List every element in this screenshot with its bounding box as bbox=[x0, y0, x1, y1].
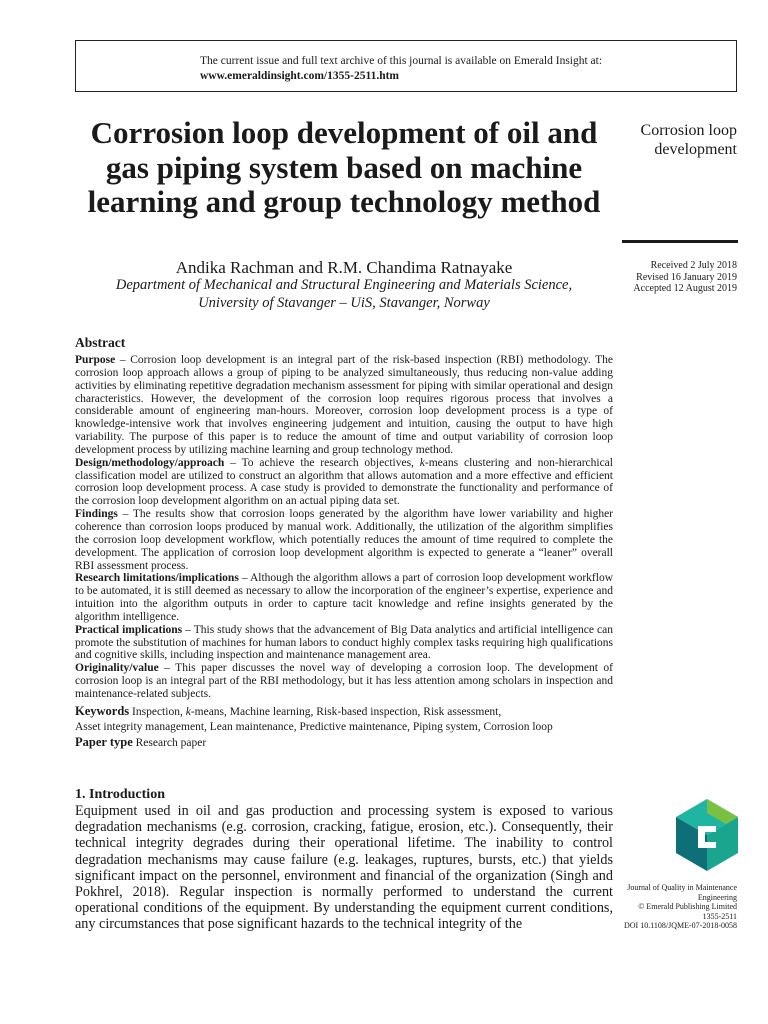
paper-type bbox=[75, 735, 613, 751]
journal-name: Journal of Quality in Maintenance bbox=[627, 883, 737, 892]
keywords-k-italic: k bbox=[185, 705, 191, 718]
limitations-label: Research limitations/implications bbox=[75, 572, 239, 585]
originality-text: – This paper discusses the novel way of developing a corrosion loop. The development of corrosion loop is an integral part of the RBI methodology, but it has less attention among scholars in inspection and maintenance-related subjects. bbox=[75, 662, 613, 700]
revised-date: Revised 16 January 2019 bbox=[636, 271, 737, 283]
affiliation-line: University of Stavanger – UiS, Stavanger, Norway bbox=[198, 294, 490, 311]
purpose-label: Purpose bbox=[75, 354, 116, 366]
limitations-text: – Although the algorithm allows a part of corrosion loop development workflow to be automated, it is still deemed as necessary to allow the incorporation of the engineer’s expertise, experience and intuition into the algorithm outputs in order to capture tacit knowledge and refine insights generated by the algorithm intelligence. bbox=[75, 572, 614, 623]
running-head-rule bbox=[622, 240, 738, 243]
running-head: Corrosion loop development bbox=[640, 122, 737, 158]
publisher: © Emerald Publishing Limited bbox=[638, 902, 737, 911]
abstract-heading: Abstract bbox=[75, 335, 126, 350]
introduction-body: Equipment used in oil and gas production and processing system is exposed to various degradation mechanisms (e.g. corrosion, cracking, fatigue, erosion, etc.). Consequently, their technical integrity degrades during their operational lifetime. The inability to control degradation mechanisms may cause failure (e.g. leakages, ruptures, bursts, etc.) that yields significant impact on the personnel, environment and financial of the organization (Singh and Pokhrel, 2018). Regular inspection is normally performed to understand the current operational conditions of the equipment. By understanding the equipment current conditions, any circumstances that pose significant hazards to the technical integrity of the bbox=[75, 803, 613, 933]
submission-dates bbox=[615, 260, 737, 295]
design-text: – To achieve the research objectives, bbox=[224, 456, 420, 469]
paper-type-value: Research paper bbox=[132, 736, 207, 749]
journal-information bbox=[615, 883, 737, 931]
abstract-limitations bbox=[75, 572, 613, 623]
introduction-heading: 1. Introduction bbox=[75, 787, 165, 802]
journal-url-link[interactable]: www.emeraldinsight.com/1355-2511.htm bbox=[200, 70, 400, 82]
notice-text: The current issue and full text archive of this journal is available on Emerald Insight at: bbox=[200, 55, 603, 67]
emerald-publishing-logo-icon bbox=[676, 799, 738, 871]
author-affiliation bbox=[75, 277, 613, 312]
design-text: -means clustering and non-hierarchical classification model are utilized to construct an algorithm that allows automation and a more effective and efficient corrosion loop development process. A case study is provided to demonstrate the functionality and performance of the corrosion loop development algorithm on an actual piping data set. bbox=[75, 456, 613, 508]
design-k-italic: k bbox=[419, 456, 425, 469]
paper-title: Corrosion loop development of oil and gas piping system based on machine learning and group technology method bbox=[87, 115, 601, 219]
findings-label: Findings bbox=[75, 508, 118, 521]
keywords bbox=[75, 704, 613, 735]
keywords-text: Inspection, bbox=[129, 705, 186, 718]
paper-type-label: Paper type bbox=[75, 734, 133, 749]
abstract-practical bbox=[75, 624, 613, 663]
practical-label: Practical implications bbox=[75, 623, 183, 636]
affiliation-line: Department of Mechanical and Structural Engineering and Materials Science, bbox=[115, 277, 573, 293]
received-date: Received 2 July 2018 bbox=[650, 260, 737, 271]
abstract-section bbox=[75, 335, 613, 751]
originality-label: Originality/value bbox=[75, 662, 159, 675]
keywords-text: -means, Machine learning, Risk-based inspection, Risk assessment, bbox=[190, 705, 502, 718]
author-names: Andika Rachman and R.M. Chandima Ratnayake bbox=[175, 258, 513, 277]
journal-name: Engineering bbox=[697, 892, 737, 902]
practical-text: – This study shows that the advancement of Big Data analytics and artificial intelligence can promote the substitution of machines for human labors to conduct highly complex tasks requiring high qualifications and cognitive skills, including inspection and maintenance management area. bbox=[75, 623, 613, 662]
journal-availability-notice bbox=[75, 40, 737, 92]
purpose-text: – Corrosion loop development is an integral part of the risk-based inspection (RBI) methodology. The corrosion loop approach allows a group of piping to be analyzed simultaneously, thus reducing non-value adding activities by eliminating repetitive degradation mechanism assessment for piping with similar operational and design characteristics. However, the development of the corrosion loop requires rigorous process that involves a considerable amount of engineering man-hours. Moreover, corrosion loop development process is a type of knowledge-intensive work that involves engineering judgement and intuition, causing the output to have high variability. The purpose of this paper is to reduce the amount of time and output variability of corrosion loop development process by utilizing machine learning and group technology method. bbox=[75, 354, 613, 456]
keywords-text: Asset integrity management, Lean maintenance, Predictive maintenance, Piping system, Corrosion loop bbox=[75, 720, 553, 733]
abstract-design bbox=[75, 457, 613, 508]
keywords-label: Keywords bbox=[75, 703, 130, 718]
abstract-originality bbox=[75, 662, 613, 701]
abstract-purpose bbox=[75, 354, 613, 457]
design-label: Design/methodology/approach bbox=[75, 456, 225, 469]
accepted-date: Accepted 12 August 2019 bbox=[633, 283, 737, 294]
abstract-findings bbox=[75, 508, 613, 572]
doi: DOI 10.1108/JQME-07-2018-0058 bbox=[623, 921, 737, 930]
issn: 1355-2511 bbox=[702, 911, 737, 921]
findings-text: – The results show that corrosion loops generated by the algorithm have lower variability and higher coherence than corrosion loops produced by manual work. Additionally, the utilization of the algorithm simplifies the corrosion loop development workflow, which potentially reduces the amount of time required to complete the development. The application of corrosion loop development algorithm is expected to generate a “leaner” overall RBI assessment process. bbox=[75, 508, 613, 572]
